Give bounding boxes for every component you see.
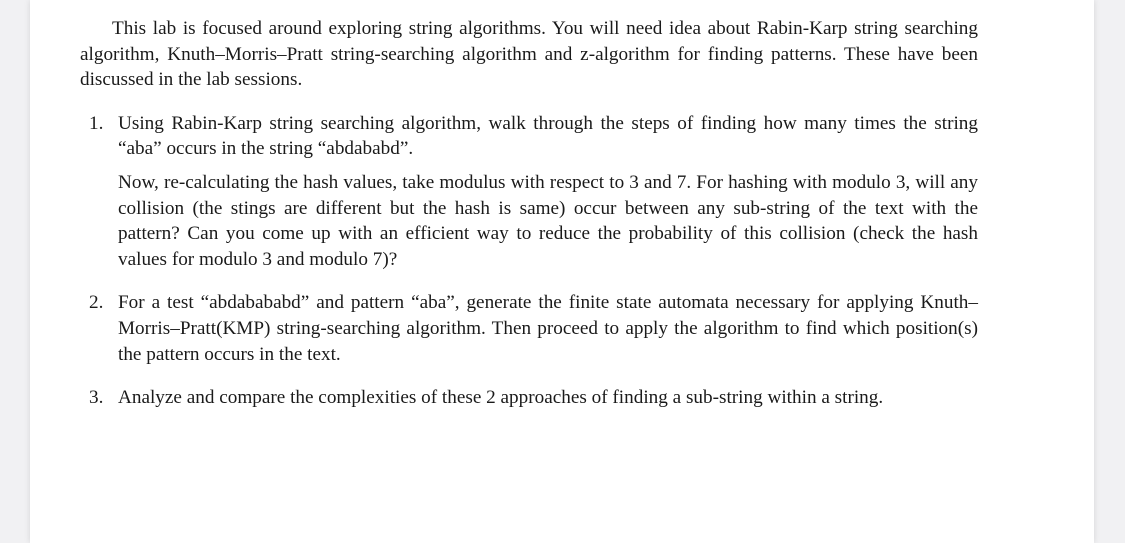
document-page <box>30 0 1094 543</box>
question-list <box>80 111 978 411</box>
question-item-2 <box>80 290 978 367</box>
question-followup-text: Now, re-calculating the hash values, take modulus with respect to 3 and 7. For hashing with modulo 3, will any collision (the stings are different but the hash is same) occur between any sub-string of the text with the pattern? Can you come up with an efficient way to reduce the probability of this collision (check the hash values for modulo 3 and modulo 7)? <box>118 171 978 270</box>
question-item-3 <box>80 385 978 411</box>
question-text: Using Rabin-Karp string searching algorithm, walk through the steps of finding how many times the string “aba” occurs in the string “abdababd”. <box>118 112 978 160</box>
document-content <box>80 16 978 429</box>
question-number: 2. <box>89 292 104 314</box>
question-text: Analyze and compare the complexities of these 2 approaches of finding a sub-string within a string. <box>118 387 884 409</box>
question-number: 1. <box>89 112 104 134</box>
question-text: For a test “abdabababd” and pattern “aba”, generate the finite state automata necessary for applying Knuth–Morris–Pratt(KMP) string-searching algorithm. Then proceed to apply the algorithm to find which position(s) the pattern occurs in the text. <box>118 292 978 365</box>
intro-paragraph: This lab is focused around exploring string algorithms. You will need idea about Rabin-Karp string searching algorithm, Knuth–Morris–Pratt string-searching algorithm and z-algorithm for finding patterns. These have been discussed in the lab sessions. <box>80 18 978 91</box>
question-number: 3. <box>89 387 104 409</box>
question-item-1 <box>80 111 978 273</box>
